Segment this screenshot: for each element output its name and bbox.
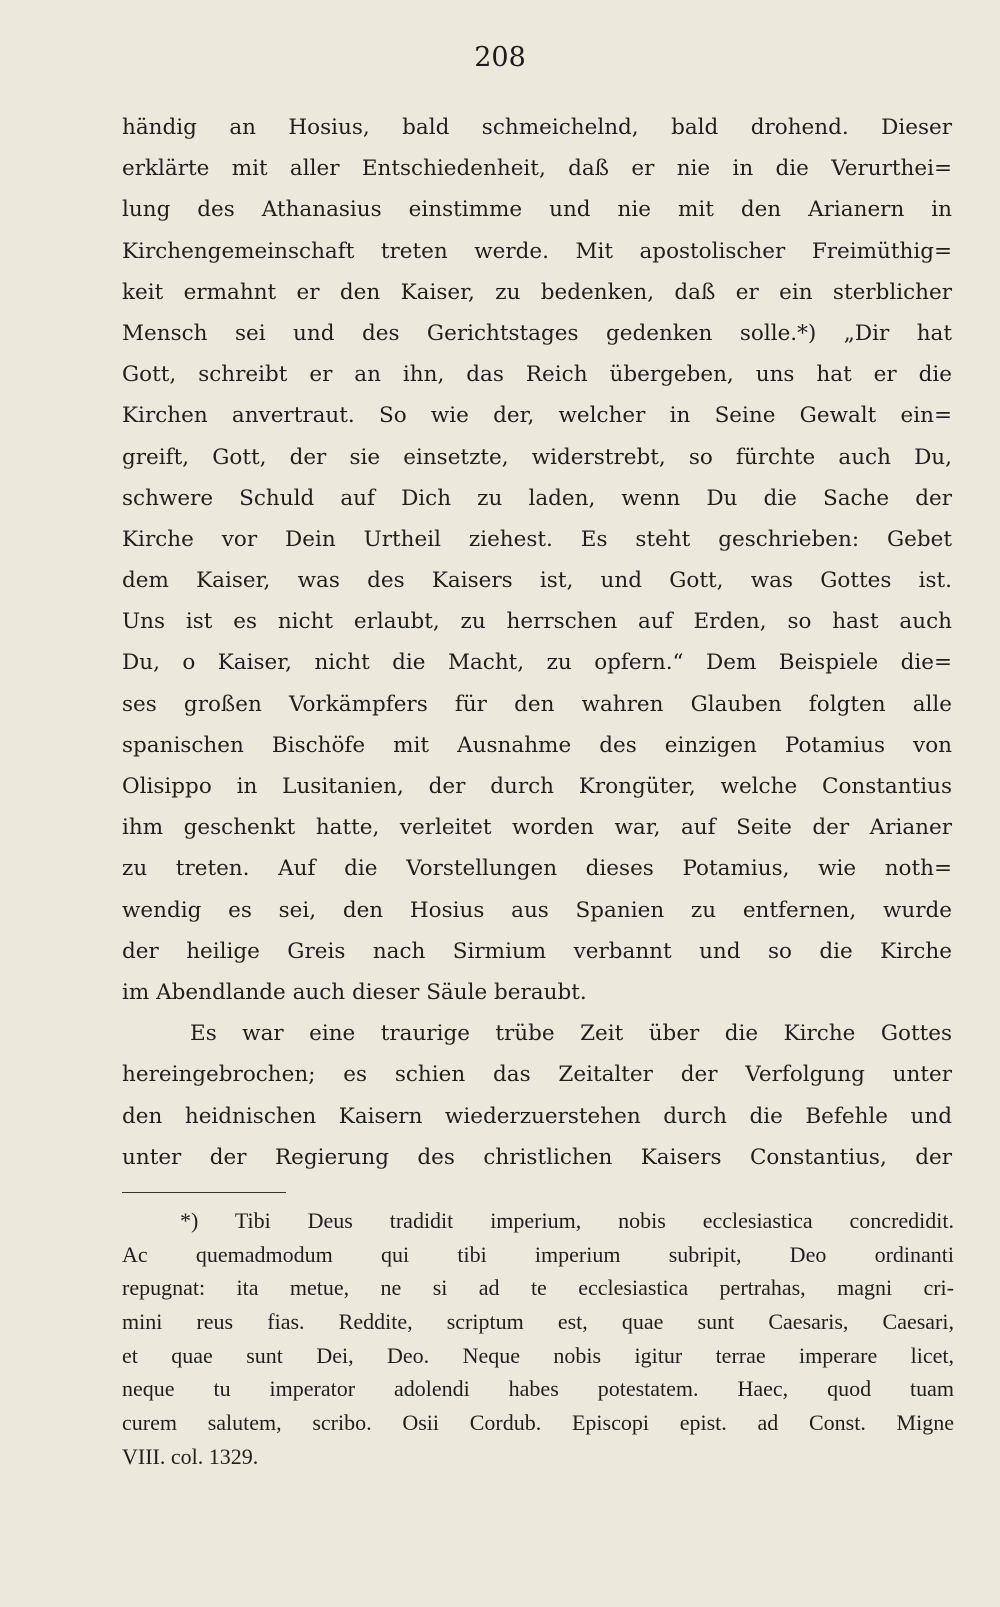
body-line: schwere Schuld auf Dich zu laden, wenn Du die Sache der: [122, 485, 952, 511]
body-line: lung des Athanasius einstimme und nie mit den Arianern in: [122, 197, 952, 223]
body-line: der heilige Greis nach Sirmium verbannt und so die Kirche: [122, 938, 952, 964]
footnote-line: *) Tibi Deus tradidit imperium, nobis ecclesiastica concredidit.: [180, 1208, 954, 1233]
paragraph-start-line: Es war eine traurige trübe Zeit über die Kirche Gottes: [190, 1021, 952, 1047]
body-line: Kirche vor Dein Urtheil ziehest. Es steht geschrieben: Gebet: [122, 526, 952, 552]
page-number: 208: [474, 42, 526, 73]
footnote-divider: [122, 1192, 286, 1193]
footnote-line: mini reus fias. Reddite, scriptum est, quae sunt Caesaris, Caesari,: [122, 1309, 954, 1335]
body-line: händig an Hosius, bald schmeichelnd, bald drohend. Dieser: [122, 115, 952, 140]
body-line: greift, Gott, der sie einsetzte, widerstrebt, so fürchte auch Du,: [122, 444, 952, 470]
body-line: Kirchengemeinschaft treten werde. Mit apostolischer Freimüthig=: [122, 238, 952, 264]
body-line: ihm geschenkt hatte, verleitet worden war, auf Seite der Arianer: [122, 815, 952, 841]
body-line: zu treten. Auf die Vorstellungen dieses Potamius, wie noth=: [122, 856, 952, 882]
footnote-line: neque tu imperator adolendi habes potestatem. Haec, quod tuam: [122, 1376, 954, 1402]
body-line: im Abendlande auch dieser Säule beraubt.: [122, 979, 587, 1005]
body-line: keit ermahnt er den Kaiser, zu bedenken, daß er ein sterblicher: [122, 279, 952, 305]
body-line: Kirchen anvertraut. So wie der, welcher in Seine Gewalt ein=: [122, 403, 952, 429]
footnote-line: curem salutem, scribo. Osii Cordub. Episcopi epist. ad Const. Migne: [122, 1410, 954, 1436]
footnote: [122, 1204, 954, 1474]
footnote-line: Ac quemadmodum qui tibi imperium subripit, Deo ordinanti: [122, 1241, 954, 1267]
body-line: spanischen Bischöfe mit Ausnahme des einzigen Potamius von: [122, 732, 952, 758]
body-line: wendig es sei, den Hosius aus Spanien zu entfernen, wurde: [122, 897, 952, 923]
body-line: Olisippo in Lusitanien, der durch Krongüter, welche Constantius: [122, 774, 952, 799]
body-line: ses großen Vorkämpfers für den wahren Glauben folgten alle: [122, 691, 952, 717]
body-text: [122, 107, 952, 1178]
body-line: Gott, schreibt er an ihn, das Reich übergeben, uns hat er die: [122, 362, 952, 388]
footnote-line: VIII. col. 1329.: [122, 1443, 259, 1469]
body-line: dem Kaiser, was des Kaisers ist, und Gott, was Gottes ist.: [122, 568, 952, 594]
footnote-line: repugnat: ita metue, ne si ad te ecclesiastica pertrahas, magni cri-: [122, 1275, 954, 1301]
body-line: den heidnischen Kaisern wiederzuerstehen durch die Befehle und: [122, 1103, 952, 1129]
footnote-line: et quae sunt Dei, Deo. Neque nobis igitur terrae imperare licet,: [122, 1342, 954, 1368]
body-line: unter der Regierung des christlichen Kaisers Constantius, der: [122, 1144, 952, 1170]
body-line: hereingebrochen; es schien das Zeitalter der Verfolgung unter: [122, 1062, 952, 1088]
body-line: Du, o Kaiser, nicht die Macht, zu opfern.“ Dem Beispiele die=: [122, 650, 952, 676]
body-line: Uns ist es nicht erlaubt, zu herrschen auf Erden, so hast auch: [122, 609, 952, 635]
body-line: Mensch sei und des Gerichtstages gedenken solle.*) „Dir hat: [122, 320, 952, 346]
body-line: erklärte mit aller Entschiedenheit, daß er nie in die Verurthei=: [122, 156, 952, 182]
